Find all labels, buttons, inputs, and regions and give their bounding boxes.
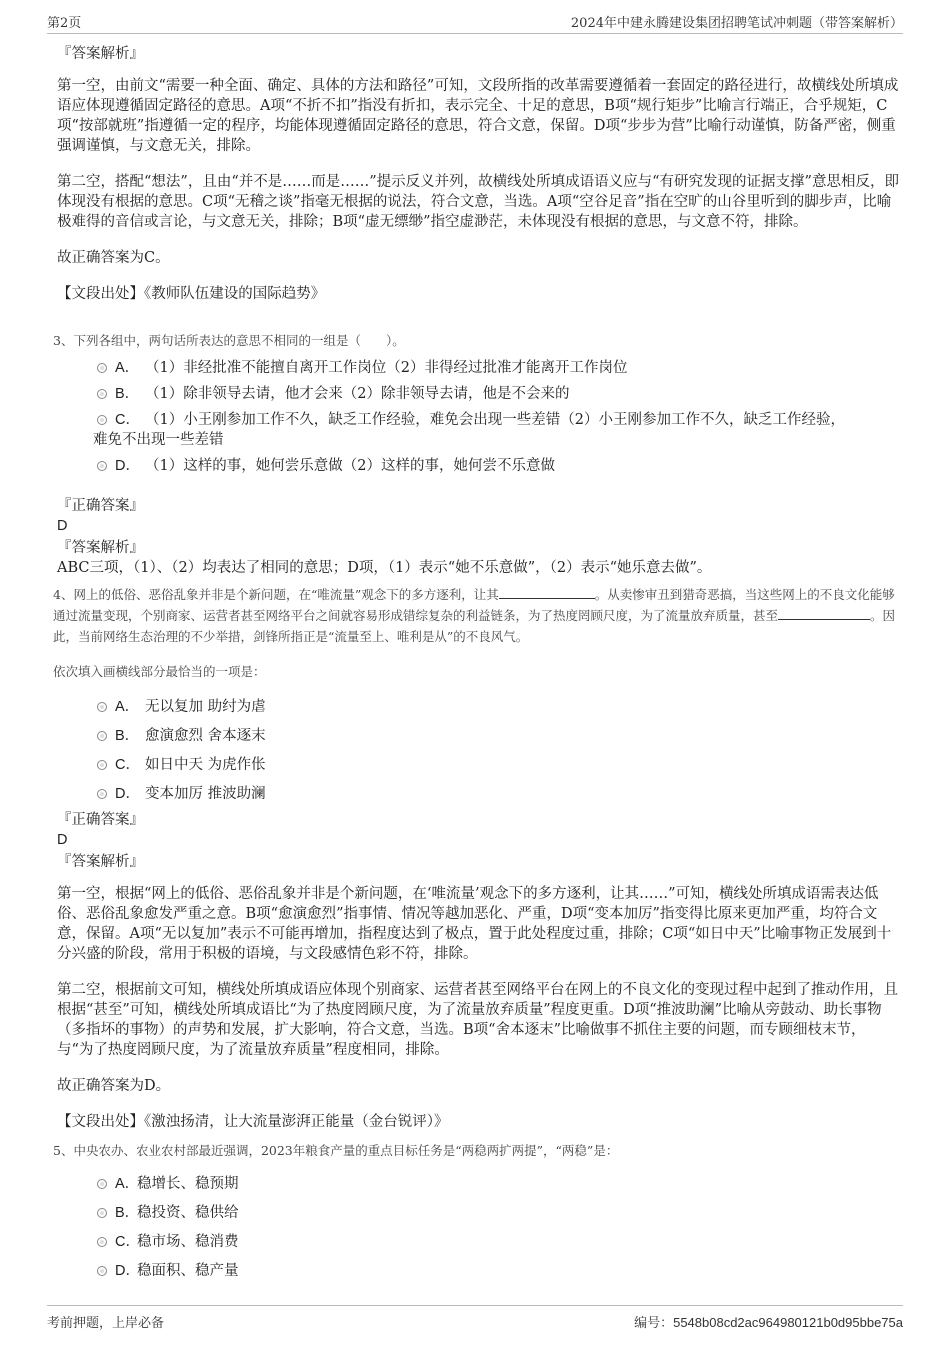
q5-question: 5、中央农办、农业农村部最近强调，2023年粮食产量的重点目标任务是“两稳两扩两提”，“两稳”是： xyxy=(53,1143,619,1158)
document-title: 2024年中建永腾建设集团招聘笔试冲刺题（带答案解析） xyxy=(570,16,903,31)
q5-option-a[interactable] xyxy=(93,1174,899,1194)
option-text: 无以复加 助纣为虐 xyxy=(145,699,266,715)
document-id: 编号：5548b08cd2ac964980121b0d95bbe75a xyxy=(634,1315,903,1330)
q4-analysis-paragraph-1: 第一空，根据“网上的低俗、恶俗乱象并非是个新问题，在‘唯流量’观念下的多方逐利，让其……”可知，横线处所填成语需表达低俗、恶俗乱象愈发严重之意。B项“愈演愈烈”指事情、情况等越加恶化、严重，D项“变本加厉”指变得比原来更加严重，均符合文意，保留。A项“无以复加”表示不可能再增加，指程度达到了极点，置于此处程度过重，排除；C项“如日中天”比喻事物正发展到十分兴盛的阶段，常用于积极的语境，与文段感情色彩不符，排除。 xyxy=(57,886,892,962)
q5-option-b[interactable] xyxy=(93,1203,899,1223)
q2-analysis-paragraph-2: 第二空，搭配“想法”，且由“并不是……而是……”提示反义并列，故横线处所填成语语义应与“有研究发现的证据支撑”意思相反，即体现没有根据的意思。C项“无稽之谈”指毫无根据的说法，符合文意，当选。A项“空谷足音”指在空旷的山谷里听到的脚步声，比喻极难得的音信或言论，与文意无关，排除；B项“虚无缥缈”指空虚渺茫，未体现没有根据的意思，与文意不符，排除。 xyxy=(57,174,899,230)
page-number: 第2页 xyxy=(47,16,82,31)
q5-option-c[interactable] xyxy=(93,1232,899,1252)
option-letter: A． xyxy=(115,699,140,715)
radio-icon[interactable] xyxy=(97,1179,107,1189)
answer-blank xyxy=(499,585,595,599)
page-footer xyxy=(47,1305,903,1331)
q4-instruction: 依次填入画横线部分最恰当的一项是： xyxy=(53,664,266,679)
radio-icon[interactable] xyxy=(97,415,107,425)
option-text: 如日中天 为虎作伥 xyxy=(145,757,266,773)
q4-analysis-label: 『答案解析』 xyxy=(57,854,144,870)
option-text: 稳增长、稳预期 xyxy=(137,1176,239,1192)
q2-conclusion: 故正确答案为C。 xyxy=(57,250,170,266)
radio-icon[interactable] xyxy=(97,731,107,741)
radio-icon[interactable] xyxy=(97,1208,107,1218)
answer-blank xyxy=(778,606,870,620)
q4-option-c[interactable] xyxy=(93,755,899,775)
option-letter: D． xyxy=(115,786,140,802)
q4-correct-answer: D xyxy=(57,832,68,848)
radio-icon[interactable] xyxy=(97,1266,107,1276)
q3-option-a[interactable] xyxy=(93,358,899,378)
q3-option-b[interactable] xyxy=(93,384,899,404)
radio-icon[interactable] xyxy=(97,389,107,399)
q5-option-d[interactable] xyxy=(93,1261,899,1281)
q3-correct-label: 『正确答案』 xyxy=(57,498,144,514)
q4-question-part-3: 。因此，当前网络生态治理的不少举措，剑锋所指正是“流量至上、唯利是从”的不良风气。 xyxy=(53,608,896,644)
option-text: （1）小王刚参加工作不久，缺乏工作经验，难免会出现一些差错（2）小王刚参加工作不久，缺乏工作经验， xyxy=(145,412,845,428)
q4-conclusion: 故正确答案为D。 xyxy=(57,1078,171,1094)
q4-question-part-1: 4、网上的低俗、恶俗乱象并非是个新问题，在“唯流量”观念下的多方逐利，让其 xyxy=(53,587,499,602)
page-header xyxy=(47,10,903,34)
radio-icon[interactable] xyxy=(97,789,107,799)
option-letter: D． xyxy=(115,458,140,474)
q3-correct-answer: D xyxy=(57,518,68,534)
option-text: 稳投资、稳供给 xyxy=(137,1205,239,1221)
footer-slogan: 考前押题，上岸必备 xyxy=(47,1316,165,1331)
option-text: 变本加厉 推波助澜 xyxy=(145,786,266,802)
q4-question xyxy=(53,584,899,647)
option-letter: D． xyxy=(115,1263,140,1279)
option-letter: C． xyxy=(115,412,140,428)
option-letter: C． xyxy=(115,1234,140,1250)
option-text: 稳市场、稳消费 xyxy=(137,1234,239,1250)
radio-icon[interactable] xyxy=(97,1237,107,1247)
option-text: 稳面积、稳产量 xyxy=(137,1263,239,1279)
page-content xyxy=(53,44,899,1293)
option-letter: B． xyxy=(115,386,140,402)
option-text: （1）这样的事，她何尝乐意做（2）这样的事，她何尝不乐意做 xyxy=(145,458,555,474)
q4-correct-label: 『正确答案』 xyxy=(57,812,144,828)
q3-analysis-label: 『答案解析』 xyxy=(57,540,144,556)
q4-option-a[interactable] xyxy=(93,697,899,717)
q4-source: 【文段出处】《激浊扬清，让大流量澎湃正能量（金台锐评）》 xyxy=(57,1114,449,1130)
q2-source: 【文段出处】《教师队伍建设的国际趋势》 xyxy=(57,286,326,302)
q3-analysis: ABC三项，（1）、（2）均表达了相同的意思；D项，（1）表示“她不乐意做”，（2）表示“她乐意去做”。 xyxy=(57,560,712,576)
option-text: 愈演愈烈 舍本逐末 xyxy=(145,728,266,744)
q4-option-d[interactable] xyxy=(93,784,899,804)
option-letter: B． xyxy=(115,728,140,744)
option-letter: A． xyxy=(115,360,140,376)
radio-icon[interactable] xyxy=(97,760,107,770)
q2-analysis-label: 『答案解析』 xyxy=(57,46,144,62)
radio-icon[interactable] xyxy=(97,363,107,373)
option-letter: A． xyxy=(115,1176,140,1192)
radio-icon[interactable] xyxy=(97,702,107,712)
option-letter: B． xyxy=(115,1205,140,1221)
q4-option-b[interactable] xyxy=(93,726,899,746)
q4-options xyxy=(93,697,899,804)
q4-analysis-paragraph-2: 第二空，根据前文可知，横线处所填成语应体现个别商家、运营者甚至网络平台在网上的不良文化的变现过程中起到了推动作用，且根据“甚至”可知，横线处所填成语比“为了热度罔顾尺度，为了流量放弃质量”程度更重。D项“推波助澜”比喻从旁鼓动、助长事物（多指坏的事物）的声势和发展，扩大影响，符合文意，当选。B项“舍本逐末”比喻做事不抓住主要的问题，而专顾细枝末节，与“为了热度罔顾尺度，为了流量放弃质量”程度相同，排除。 xyxy=(57,982,898,1058)
option-letter: C． xyxy=(115,757,140,773)
radio-icon[interactable] xyxy=(97,461,107,471)
q4-question-part-2: 。从卖惨审丑到猎奇恶搞，当这些网上的不良文化能够通过流量变现，个别商家、运营者甚至网络平台之间就容易形成错综复杂的利益链条，为了热度罔顾尺度，为了流量放弃质量，甚至 xyxy=(53,587,895,623)
q5-options xyxy=(93,1174,899,1281)
option-text: （1）非经批准不能擅自离开工作岗位（2）非得经过批准才能离开工作岗位 xyxy=(145,360,628,376)
option-text-continued: 难免不出现一些差错 xyxy=(93,432,224,448)
option-text: （1）除非领导去请，他才会来（2）除非领导去请，他是不会来的 xyxy=(145,386,570,402)
q3-option-d[interactable] xyxy=(93,456,899,476)
q2-analysis-paragraph-1: 第一空，由前文“需要一种全面、确定、具体的方法和路径”可知，文段所指的改革需要遵循着一套固定的路径进行，故横线处所填成语应体现遵循固定路径的意思。A项“不折不扣”指没有折扣，表示完全、十足的意思，B项“规行矩步”比喻言行端正，合乎规矩，C项“按部就班”指遵循一定的程序，均能体现遵循固定路径的意思，符合文意，保留。D项“步步为营”比喻行动谨慎，防备严密，侧重强调谨慎，与文意无关，排除。 xyxy=(57,78,899,154)
q3-options xyxy=(93,358,899,476)
q3-option-c[interactable] xyxy=(93,410,899,450)
q3-question: 3、下列各组中，两句话所表达的意思不相同的一组是（ ）。 xyxy=(53,333,405,348)
